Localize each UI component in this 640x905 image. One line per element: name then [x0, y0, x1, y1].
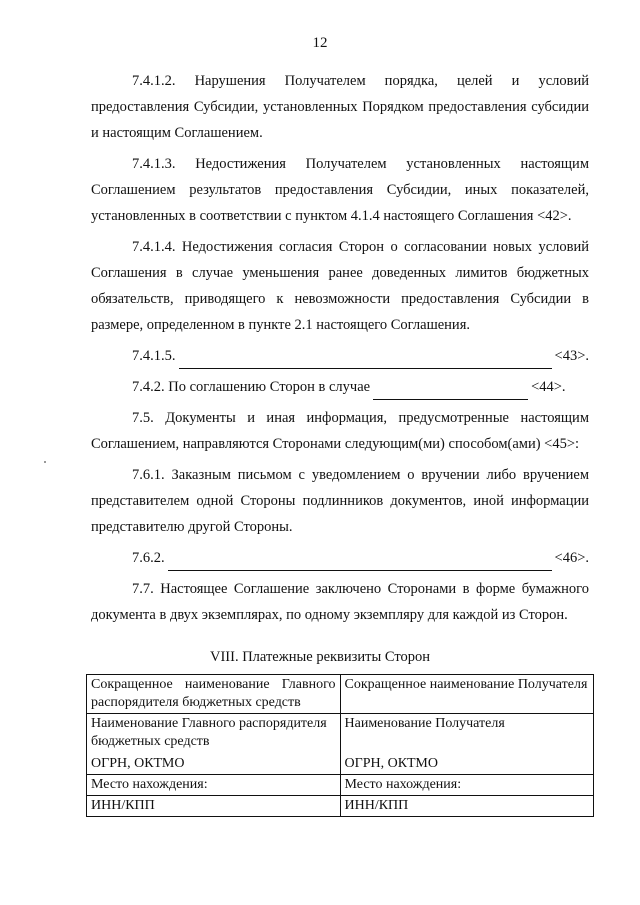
payment-details-table	[86, 674, 594, 817]
recipient-inn-cell: ИНН/КПП	[340, 796, 594, 817]
paragraph-label: 7.4.2. По соглашению Сторон в случае	[132, 379, 371, 395]
paragraph-label: 7.6.2.	[132, 550, 165, 566]
recipient-location-cell: Место нахождения:	[340, 775, 594, 796]
grbs-full-name-cell	[87, 714, 341, 775]
recipient-full-name: Наименование Получателя	[344, 716, 505, 731]
table-row	[87, 675, 594, 714]
paragraph-7-7: 7.7. Настоящее Соглашение заключено Сторонами в форме бумажного документа в двух экземплярах, по одному экземпляру для каждой из Сторон.	[91, 581, 589, 623]
table-row	[87, 796, 594, 817]
grbs-ogrn: ОГРН, ОКТМО	[91, 756, 185, 771]
section-title: VIII. Платежные реквизиты Сторон	[210, 649, 430, 665]
paragraph-7-4-1-3: 7.4.1.3. Недостижения Получателем установленных настоящим Соглашением результатов предоставления Субсидии, иных показателей, установленных в соответствии с пунктом 4.1.4 настоящего Соглашения <42>.	[91, 156, 589, 224]
footnote-ref: <46>.	[554, 550, 589, 566]
recipient-full-name-cell	[340, 714, 594, 775]
page-number: 12	[312, 35, 328, 51]
grbs-location-cell: Место нахождения:	[87, 775, 341, 796]
blank-line	[373, 381, 528, 400]
footnote-ref: <43>.	[554, 348, 589, 364]
blank-line	[179, 350, 552, 369]
paragraph-7-4-2	[91, 374, 589, 400]
paragraph-label: 7.4.1.5.	[132, 348, 176, 364]
recipient-short-name-cell: Сокращенное наименование Получателя	[340, 675, 594, 714]
paragraph-7-4-1-5	[91, 343, 589, 369]
blank-line	[168, 552, 552, 571]
paragraph-7-6-2	[91, 545, 589, 571]
table-row	[87, 775, 594, 796]
grbs-full-name: Наименование Главного распорядителя бюджетных средств	[91, 716, 327, 749]
grbs-short-name-cell: Сокращенное наименование Главного распорядителя бюджетных средств	[87, 675, 341, 714]
paragraph-7-4-1-4: 7.4.1.4. Недостижения согласия Сторон о согласовании новых условий Соглашения в случае уменьшения ранее доведенных лимитов бюджетных обязательств, приводящего к невозможности предоставления Субсидии в размере, определенном в пункте 2.1 настоящего Соглашения.	[91, 239, 589, 333]
recipient-ogrn: ОГРН, ОКТМО	[344, 756, 438, 771]
paragraph-7-6-1: 7.6.1. Заказным письмом с уведомлением о вручении либо вручением представителем одной Стороны подлинников документов, иной информации представителю другой Стороны.	[91, 467, 589, 535]
grbs-inn-cell: ИНН/КПП	[87, 796, 341, 817]
table-row	[87, 714, 594, 775]
footnote-ref: <44>.	[531, 379, 566, 395]
paragraph-7-4-1-2: 7.4.1.2. Нарушения Получателем порядка, целей и условий предоставления Субсидии, установленных Порядком предоставления субсидии и настоящим Соглашением.	[91, 73, 589, 141]
scan-speck	[44, 461, 46, 463]
agreement-text	[91, 68, 589, 633]
paragraph-7-5: 7.5. Документы и иная информация, предусмотренные настоящим Соглашением, направляются Сторонами следующим(ми) способом(ами) <45>:	[91, 410, 589, 452]
